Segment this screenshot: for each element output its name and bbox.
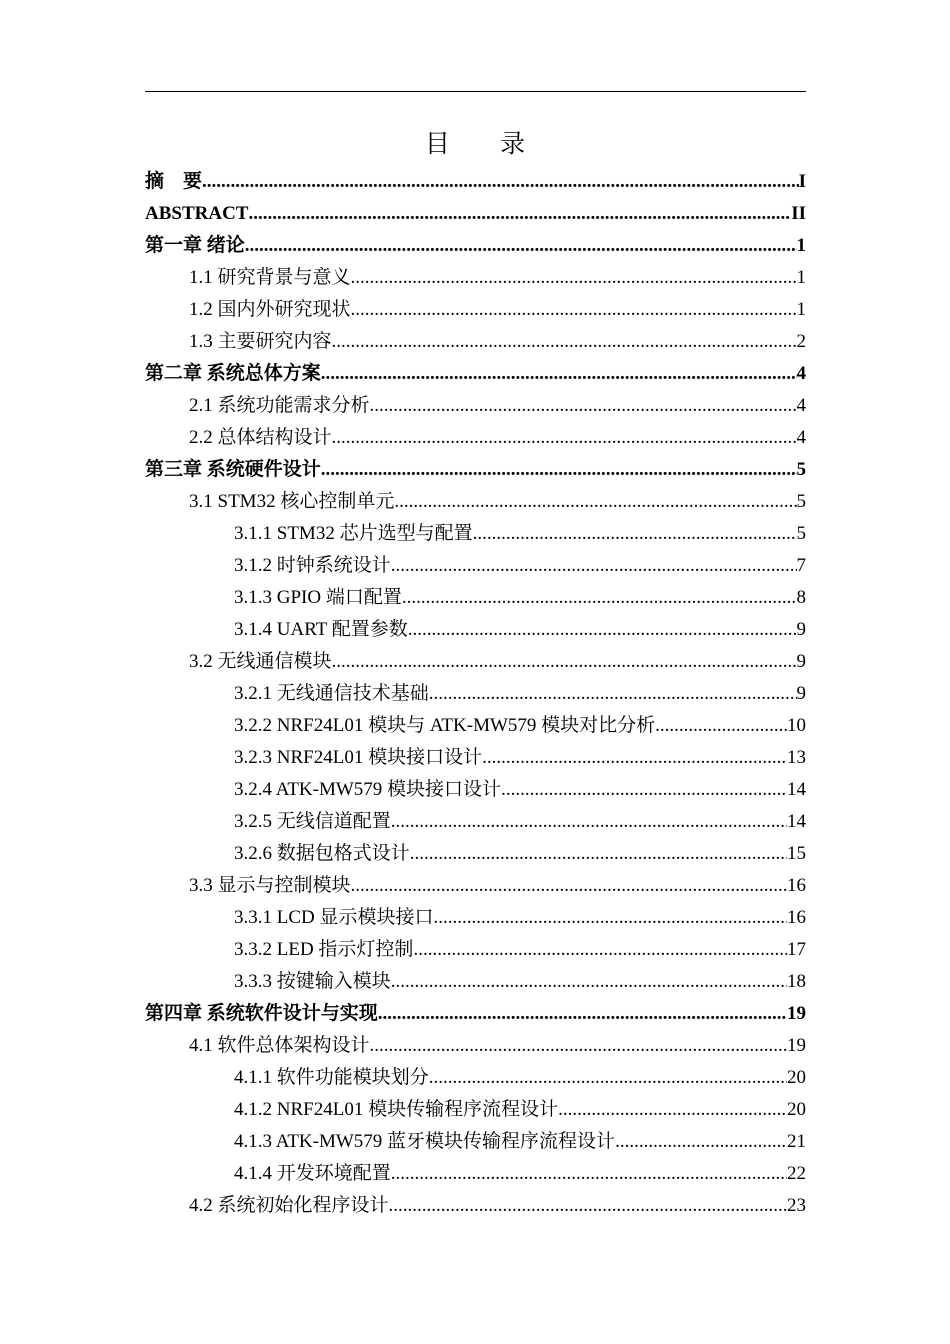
toc-entry[interactable] <box>145 422 806 454</box>
toc-dot-leader <box>391 1158 787 1190</box>
toc-entry-page: 2 <box>796 331 806 352</box>
toc-entry[interactable] <box>145 1030 806 1062</box>
toc-dot-leader <box>429 678 797 710</box>
toc-entry-page: 15 <box>787 843 806 864</box>
toc-entry[interactable] <box>145 742 806 774</box>
toc-entry[interactable] <box>145 486 806 518</box>
toc-entry-page: 14 <box>787 811 806 832</box>
toc-entry-page: 5 <box>796 459 806 480</box>
toc-entry-label: 2.1 系统功能需求分析 <box>189 395 370 416</box>
toc-entry-label: 第三章 系统硬件设计 <box>145 459 321 480</box>
toc-entry-label: 第一章 绪论 <box>145 235 245 256</box>
toc-entry-label: 4.1.3 ATK-MW579 蓝牙模块传输程序流程设计 <box>234 1131 616 1152</box>
toc-entry-page: 16 <box>787 907 806 928</box>
toc-entry-page: II <box>791 203 806 224</box>
toc-dot-leader <box>615 1126 787 1158</box>
toc-entry-label: 3.1.4 UART 配置参数 <box>234 619 408 640</box>
toc-entry-label: 4.2 系统初始化程序设计 <box>189 1195 389 1216</box>
toc-entry-page: 14 <box>787 779 806 800</box>
toc-dot-leader <box>332 326 797 358</box>
toc-entry[interactable] <box>145 678 806 710</box>
toc-dot-leader <box>332 422 797 454</box>
toc-entry-label: 3.2.3 NRF24L01 模块接口设计 <box>234 747 483 768</box>
toc-entry-label: 3.1.1 STM32 芯片选型与配置 <box>234 523 473 544</box>
toc-dot-leader <box>202 166 799 198</box>
toc-entry-label: 3.2.5 无线信道配置 <box>234 811 391 832</box>
toc-entry-label: 3.1.3 GPIO 端口配置 <box>234 587 402 608</box>
toc-entry-label: 1.1 研究背景与意义 <box>189 267 351 288</box>
toc-entry[interactable] <box>145 614 806 646</box>
toc-entry[interactable] <box>145 902 806 934</box>
toc-entry-label: 3.1.2 时钟系统设计 <box>234 555 391 576</box>
toc-entry-page: 1 <box>796 299 806 320</box>
toc-dot-leader <box>321 358 797 390</box>
toc-entry-label: 4.1 软件总体架构设计 <box>189 1035 370 1056</box>
toc-entry-label: 4.1.2 NRF24L01 模块传输程序流程设计 <box>234 1099 559 1120</box>
toc-entry-label: 第二章 系统总体方案 <box>145 363 321 384</box>
toc-entry-page: 10 <box>787 715 806 736</box>
toc-entry-page: 9 <box>796 619 806 640</box>
toc-entry[interactable] <box>145 582 806 614</box>
toc-entry-label: 1.2 国内外研究现状 <box>189 299 351 320</box>
toc-dot-leader <box>391 966 787 998</box>
toc-entry-page: 21 <box>787 1131 806 1152</box>
toc-entry[interactable] <box>145 710 806 742</box>
table-of-contents <box>145 166 806 1222</box>
toc-dot-leader <box>245 230 797 262</box>
toc-entry-label: 3.3.3 按键输入模块 <box>234 971 391 992</box>
toc-dot-leader <box>482 742 787 774</box>
toc-entry[interactable] <box>145 1190 806 1222</box>
toc-entry-label: 摘 要 <box>145 171 203 192</box>
toc-entry-page: 4 <box>796 395 806 416</box>
toc-entry-page: 1 <box>796 235 806 256</box>
toc-entry-label: 3.3.2 LED 指示灯控制 <box>234 939 414 960</box>
toc-title: 目 录 <box>424 131 548 158</box>
toc-entry[interactable] <box>145 1062 806 1094</box>
toc-entry-page: 5 <box>796 523 806 544</box>
toc-entry-label: 4.1.4 开发环境配置 <box>234 1163 391 1184</box>
toc-dot-leader <box>321 454 797 486</box>
toc-dot-leader <box>351 262 797 294</box>
toc-entry[interactable] <box>145 1094 806 1126</box>
toc-entry-label: 1.3 主要研究内容 <box>189 331 332 352</box>
toc-entry[interactable] <box>145 550 806 582</box>
toc-dot-leader <box>351 294 797 326</box>
toc-dot-leader <box>402 582 797 614</box>
toc-entry-page: 23 <box>787 1195 806 1216</box>
toc-dot-leader <box>370 390 797 422</box>
toc-entry[interactable] <box>145 646 806 678</box>
toc-entry-label: 4.1.1 软件功能模块划分 <box>234 1067 429 1088</box>
toc-entry[interactable] <box>145 390 806 422</box>
toc-entry-label: 2.2 总体结构设计 <box>189 427 332 448</box>
header-rule <box>145 91 806 92</box>
toc-entry[interactable] <box>145 934 806 966</box>
toc-entry[interactable] <box>145 806 806 838</box>
toc-entry-page: 13 <box>787 747 806 768</box>
toc-dot-leader <box>413 934 787 966</box>
toc-entry-page: 9 <box>796 683 806 704</box>
toc-entry[interactable] <box>145 1126 806 1158</box>
toc-entry[interactable] <box>145 518 806 550</box>
toc-entry-page: 20 <box>787 1067 806 1088</box>
toc-entry[interactable] <box>145 326 806 358</box>
toc-entry[interactable] <box>145 966 806 998</box>
toc-entry[interactable] <box>145 838 806 870</box>
toc-entry-page: 8 <box>796 587 806 608</box>
toc-dot-leader <box>429 1062 787 1094</box>
toc-entry-page: 19 <box>787 1003 806 1024</box>
toc-entry-label: 3.2.1 无线通信技术基础 <box>234 683 429 704</box>
toc-entry[interactable] <box>145 262 806 294</box>
toc-entry-page: 9 <box>796 651 806 672</box>
toc-dot-leader <box>558 1094 787 1126</box>
toc-dot-leader <box>501 774 787 806</box>
toc-entry[interactable] <box>145 870 806 902</box>
toc-entry-page: 4 <box>796 427 806 448</box>
toc-entry[interactable] <box>145 454 806 486</box>
toc-entry-page: 17 <box>787 939 806 960</box>
toc-entry-label: 3.3.1 LCD 显示模块接口 <box>234 907 434 928</box>
toc-entry-page: 20 <box>787 1099 806 1120</box>
toc-dot-leader <box>370 1030 787 1062</box>
toc-entry[interactable] <box>145 998 806 1030</box>
toc-entry[interactable] <box>145 166 806 198</box>
toc-entry-page: 7 <box>796 555 806 576</box>
toc-dot-leader <box>391 550 797 582</box>
toc-entry[interactable] <box>145 358 806 390</box>
toc-dot-leader <box>389 1190 787 1222</box>
toc-entry-page: 18 <box>787 971 806 992</box>
toc-entry-page: I <box>798 171 806 192</box>
toc-entry-page: 4 <box>796 363 806 384</box>
toc-entry-label: 3.3 显示与控制模块 <box>189 875 351 896</box>
toc-dot-leader <box>351 870 787 902</box>
toc-dot-leader <box>378 998 787 1030</box>
toc-entry[interactable] <box>145 230 806 262</box>
toc-entry[interactable] <box>145 1158 806 1190</box>
toc-entry[interactable] <box>145 774 806 806</box>
toc-entry-label: 3.2.4 ATK-MW579 模块接口设计 <box>234 779 502 800</box>
toc-dot-leader <box>408 614 797 646</box>
toc-entry-page: 22 <box>787 1163 806 1184</box>
toc-entry-page: 1 <box>796 267 806 288</box>
toc-dot-leader <box>332 646 797 678</box>
toc-dot-leader <box>410 838 787 870</box>
toc-entry-page: 5 <box>796 491 806 512</box>
toc-entry-label: 3.2.6 数据包格式设计 <box>234 843 410 864</box>
toc-entry-label: 3.2 无线通信模块 <box>189 651 332 672</box>
toc-entry-page: 16 <box>787 875 806 896</box>
toc-entry[interactable] <box>145 294 806 326</box>
toc-entry-label: 第四章 系统软件设计与实现 <box>145 1003 378 1024</box>
toc-dot-leader <box>391 806 787 838</box>
toc-dot-leader <box>473 518 797 550</box>
toc-entry-label: 3.2.2 NRF24L01 模块与 ATK-MW579 模块对比分析 <box>234 715 656 736</box>
toc-dot-leader <box>655 710 787 742</box>
toc-dot-leader <box>434 902 787 934</box>
toc-entry-page: 19 <box>787 1035 806 1056</box>
toc-dot-leader <box>394 486 796 518</box>
toc-entry-label: ABSTRACT <box>145 203 249 224</box>
toc-entry[interactable] <box>145 198 806 230</box>
toc-dot-leader <box>248 198 791 230</box>
toc-entry-label: 3.1 STM32 核心控制单元 <box>189 491 395 512</box>
